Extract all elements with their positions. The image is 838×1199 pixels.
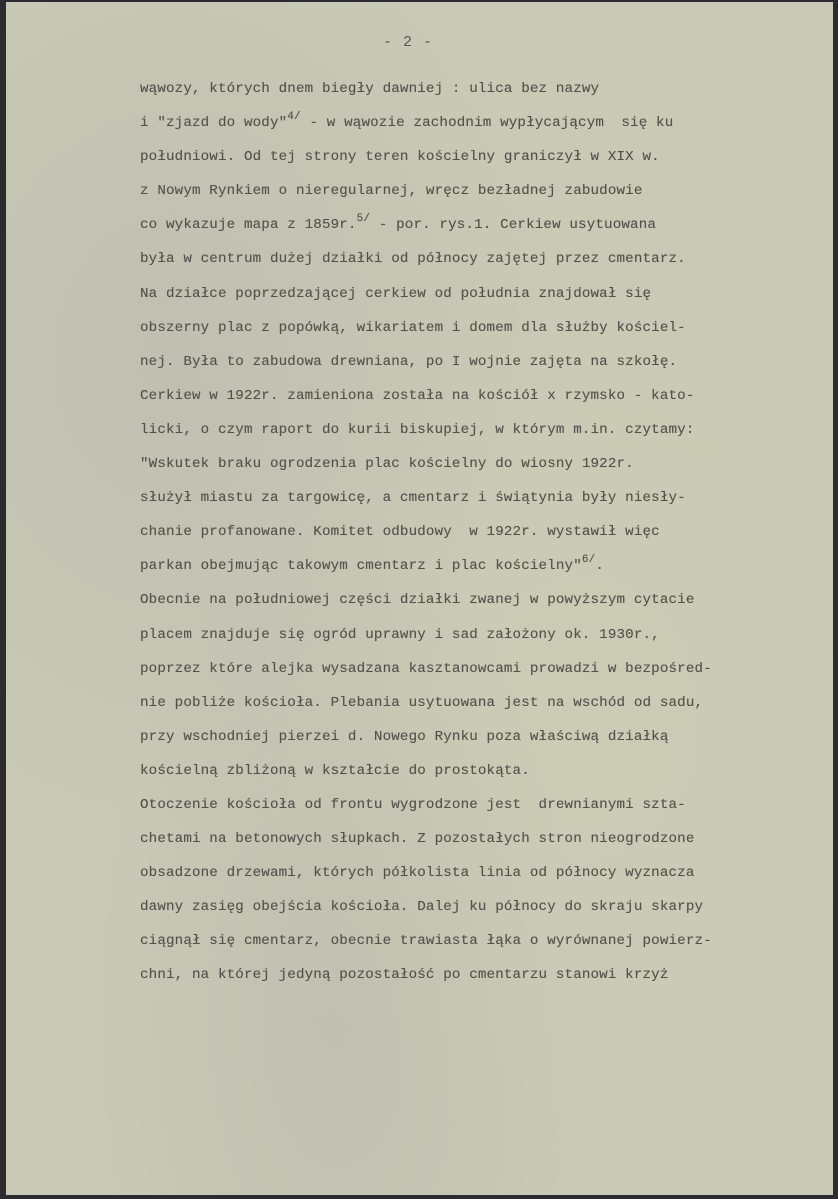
line-text: wąwozy, których dnem biegły dawniej : ulica bez nazwy [140, 81, 600, 97]
footnote-reference: 5/ [356, 213, 371, 226]
text-line [140, 788, 830, 822]
line-text: Otoczenie kościoła od frontu wygrodzone jest drewnianymi szta- [140, 796, 686, 813]
text-line [140, 379, 830, 413]
line-text: Na działce poprzedzającej cerkiew od południa znajdował się [140, 285, 652, 302]
body-text [140, 72, 830, 993]
line-text: licki, o czym raport do kurii biskupiej, w którym m.in. czytamy: [140, 421, 695, 438]
line-text-continued: . [595, 558, 605, 575]
line-text: i "zjazd do wody" [140, 115, 288, 132]
line-text: z Nowym Rynkiem o nieregularnej, wręcz bezładnej zabudowie [140, 183, 643, 200]
line-text: ciągnął się cmentarz, obecnie trawiasta łąka o wyrównanej powierz- [140, 933, 712, 950]
line-text-continued: - por. rys.1. Cerkiew usytuowana [370, 217, 657, 234]
line-text: placem znajduje się ogród uprawny i sad założony ok. 1930r., [140, 626, 660, 643]
text-line [140, 822, 830, 856]
text-line [140, 277, 830, 311]
text-line [140, 311, 830, 345]
page-number: - 2 - [383, 34, 434, 51]
line-text: nej. Była to zabudowa drewniana, po I wojnie zajęta na szkołę. [140, 353, 678, 370]
text-line [140, 140, 830, 174]
line-text: południowi. Od tej strony teren kościelny graniczył w XIX w. [140, 149, 660, 166]
text-line [140, 515, 830, 549]
line-text: kościelną zbliżoną w kształcie do prostokąta. [140, 762, 530, 779]
text-line [140, 958, 830, 992]
text-line [140, 106, 830, 140]
text-line [140, 686, 830, 720]
text-line [140, 72, 830, 106]
text-line [140, 242, 830, 276]
text-line [140, 481, 830, 515]
text-line [140, 924, 830, 958]
line-text: poprzez które alejka wysadzana kasztanowcami prowadzi w bezpośred- [140, 660, 712, 677]
line-text: służył miastu za targowicę, a cmentarz i świątynia były niesły- [140, 490, 686, 507]
line-text: chanie profanowane. Komitet odbudowy w 1922r. wystawił więc [140, 524, 660, 541]
line-text: nie pobliże kościoła. Plebania usytuowana jest na wschód od sadu, [140, 694, 704, 711]
line-text: obsadzone drzewami, których półkolista linia od północy wyznacza [140, 865, 695, 882]
line-text: była w centrum dużej działki od północy zajętej przez cmentarz. [140, 251, 686, 268]
line-text: przy wschodniej pierzei d. Nowego Rynku poza właściwą działką [140, 728, 669, 745]
text-line [140, 174, 830, 208]
line-text: Obecnie na południowej części działki zwanej w powyższym cytacie [140, 592, 695, 609]
text-line [140, 413, 830, 447]
text-line [140, 720, 830, 754]
footnote-reference: 4/ [287, 111, 301, 124]
document-page [6, 2, 833, 1195]
line-text: chni, na której jedyną pozostałość po cmentarzu stanowi krzyż [140, 967, 669, 984]
text-line [140, 345, 830, 379]
line-text: dawny zasięg obejścia kościoła. Dalej ku północy do skraju skarpy [140, 899, 704, 916]
text-line [140, 549, 830, 583]
text-line [140, 583, 830, 617]
line-text: obszerny plac z popówką, wikariatem i domem dla służby kościel- [140, 319, 686, 336]
text-line [140, 754, 830, 788]
line-text: Cerkiew w 1922r. zamieniona została na kościół x rzymsko - kato- [140, 387, 695, 404]
text-line [140, 890, 830, 924]
footnote-reference: 6/ [581, 554, 596, 567]
text-line [140, 856, 830, 890]
text-line [140, 652, 830, 686]
line-text: "Wskutek braku ogrodzenia plac kościelny do wiosny 1922r. [140, 456, 634, 473]
line-text-continued: - w wąwozie zachodnim wypłycającym się ku [300, 115, 674, 132]
text-line [140, 447, 830, 481]
text-line [140, 618, 830, 652]
line-text: parkan obejmując takowym cmentarz i plac kościelny" [140, 558, 582, 575]
text-line [140, 208, 830, 242]
line-text: chetami na betonowych słupkach. Z pozostałych stron nieogrodzone [140, 831, 695, 848]
line-text: co wykazuje mapa z 1859r. [140, 217, 357, 234]
